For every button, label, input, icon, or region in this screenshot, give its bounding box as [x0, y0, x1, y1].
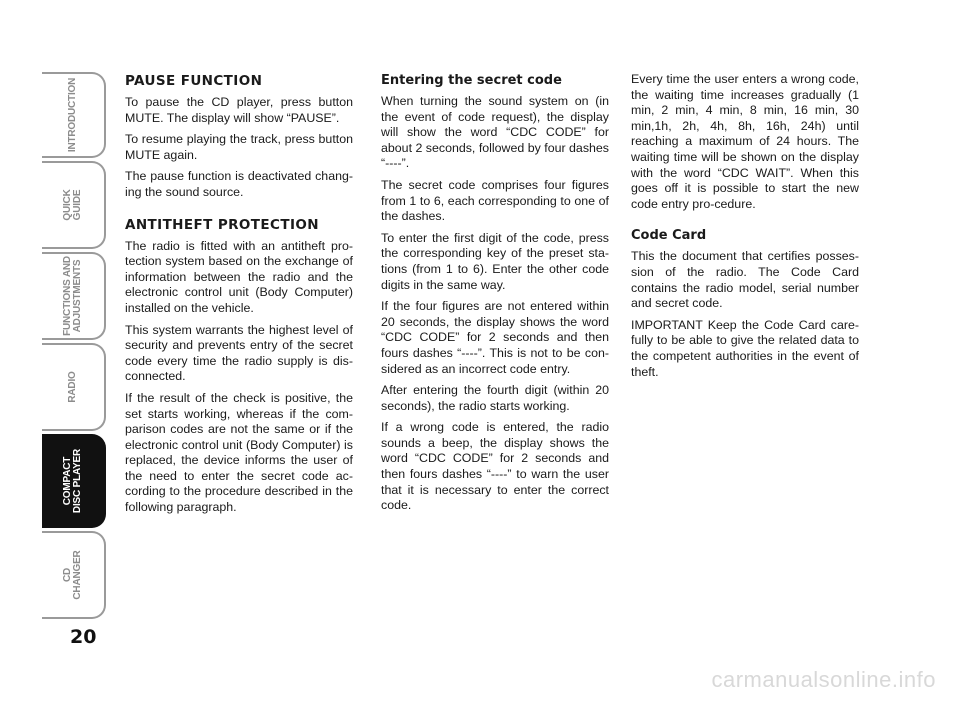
tab-label: CD CHANGER — [62, 550, 83, 600]
tab-cd-changer[interactable] — [42, 531, 106, 619]
paragraph: To pause the CD player, press button MUTE. The display will show “PAUSE”. — [125, 95, 353, 125]
paragraph: If the result of the check is positive, the set starts working, whereas if the com-parison codes are not the same or if the electronic control unit (Body Computer) is replaced, the device informs the user of the need to enter the secret code ac-cording to the procedure described in the following paragraph. — [125, 390, 353, 515]
paragraph: To enter the first digit of the code, press the corresponding key of the preset sta-tions (from 1 to 6). Enter the other code digits in the same way. — [381, 230, 609, 292]
tab-label: COMPACT DISC PLAYER — [62, 448, 83, 514]
paragraph: To resume playing the track, press button MUTE again. — [125, 132, 353, 162]
page-number: 20 — [70, 626, 97, 648]
section-heading: ANTITHEFT PROTECTION — [125, 216, 319, 233]
paragraph: This system warrants the highest level of security and prevents entry of the secret code every time the radio supply is dis-connected. — [125, 322, 353, 384]
paragraph: IMPORTANT Keep the Code Card care-fully to be able to give the related data to the competent authorities in the event of theft. — [631, 317, 859, 379]
paragraph: The secret code comprises four figures from 1 to 6, each corresponding to one of the dashes. — [381, 177, 609, 224]
tab-label: QUICK GUIDE — [62, 189, 83, 221]
watermark-site: carmanualsonline.info — [711, 667, 936, 692]
tab-introduction[interactable] — [42, 72, 106, 158]
paragraph: The radio is fitted with an antitheft pro-tection system based on the exchange of information between the radio and the electronic control unit (Body Computer) installed on the vehicle. — [125, 238, 353, 315]
paragraph: When turning the sound system on (in the event of code request), the display will show the word “CDC CODE” for about 2 seconds, followed by four dashes “----”. — [381, 94, 609, 171]
tab-quick-guide[interactable] — [42, 161, 106, 249]
tab-compact-disc-player[interactable] — [42, 434, 106, 528]
paragraph: Every time the user enters a wrong code, the waiting time increases gradually (1 min, 2 min, 4 min, 8 min, 16 min, 30 min,1h, 2h, 4h, 8h, 16h, 24h) until reaching a maximum of 24 hours. The waiting time will be shown on the display with the word “CDC WAIT”. When this goes off it is possible to start the new code entry pro-cedure. — [631, 72, 859, 211]
column-2 — [381, 72, 609, 520]
paragraph: If a wrong code is entered, the radio sounds a beep, the display shows the word “CDC CODE” for 2 seconds and then fours dashes “----” to warn the user that it is necessary to enter the correct code. — [381, 420, 609, 513]
paragraph: After entering the fourth digit (within 20 seconds), the radio starts working. — [381, 383, 609, 413]
paragraph: This the document that certifies posses-sion of the radio. The Code Card contains the radio model, serial number and secret code. — [631, 249, 859, 311]
column-1 — [125, 72, 353, 522]
tab-label: FUNCTIONS AND ADJUSTMENTS — [62, 256, 83, 336]
subsection-heading: Entering the secret code — [381, 73, 562, 88]
subsection-heading: Code Card — [631, 228, 707, 244]
tab-radio[interactable] — [42, 343, 106, 431]
tab-label: INTRODUCTION — [67, 77, 78, 153]
paragraph: The pause function is deactivated chang-ing the sound source. — [125, 169, 353, 199]
column-3 — [631, 72, 859, 386]
section-heading: PAUSE FUNCTION — [125, 73, 263, 89]
tab-label: RADIO — [67, 371, 78, 403]
paragraph: If the four figures are not entered within 20 seconds, the display shows the word “CDC CODE” for 2 seconds and then fours dashes “----”. This is not to be con-sidered as an incorrect code entry. — [381, 299, 609, 376]
tab-functions-and-adjustments[interactable] — [42, 252, 106, 340]
